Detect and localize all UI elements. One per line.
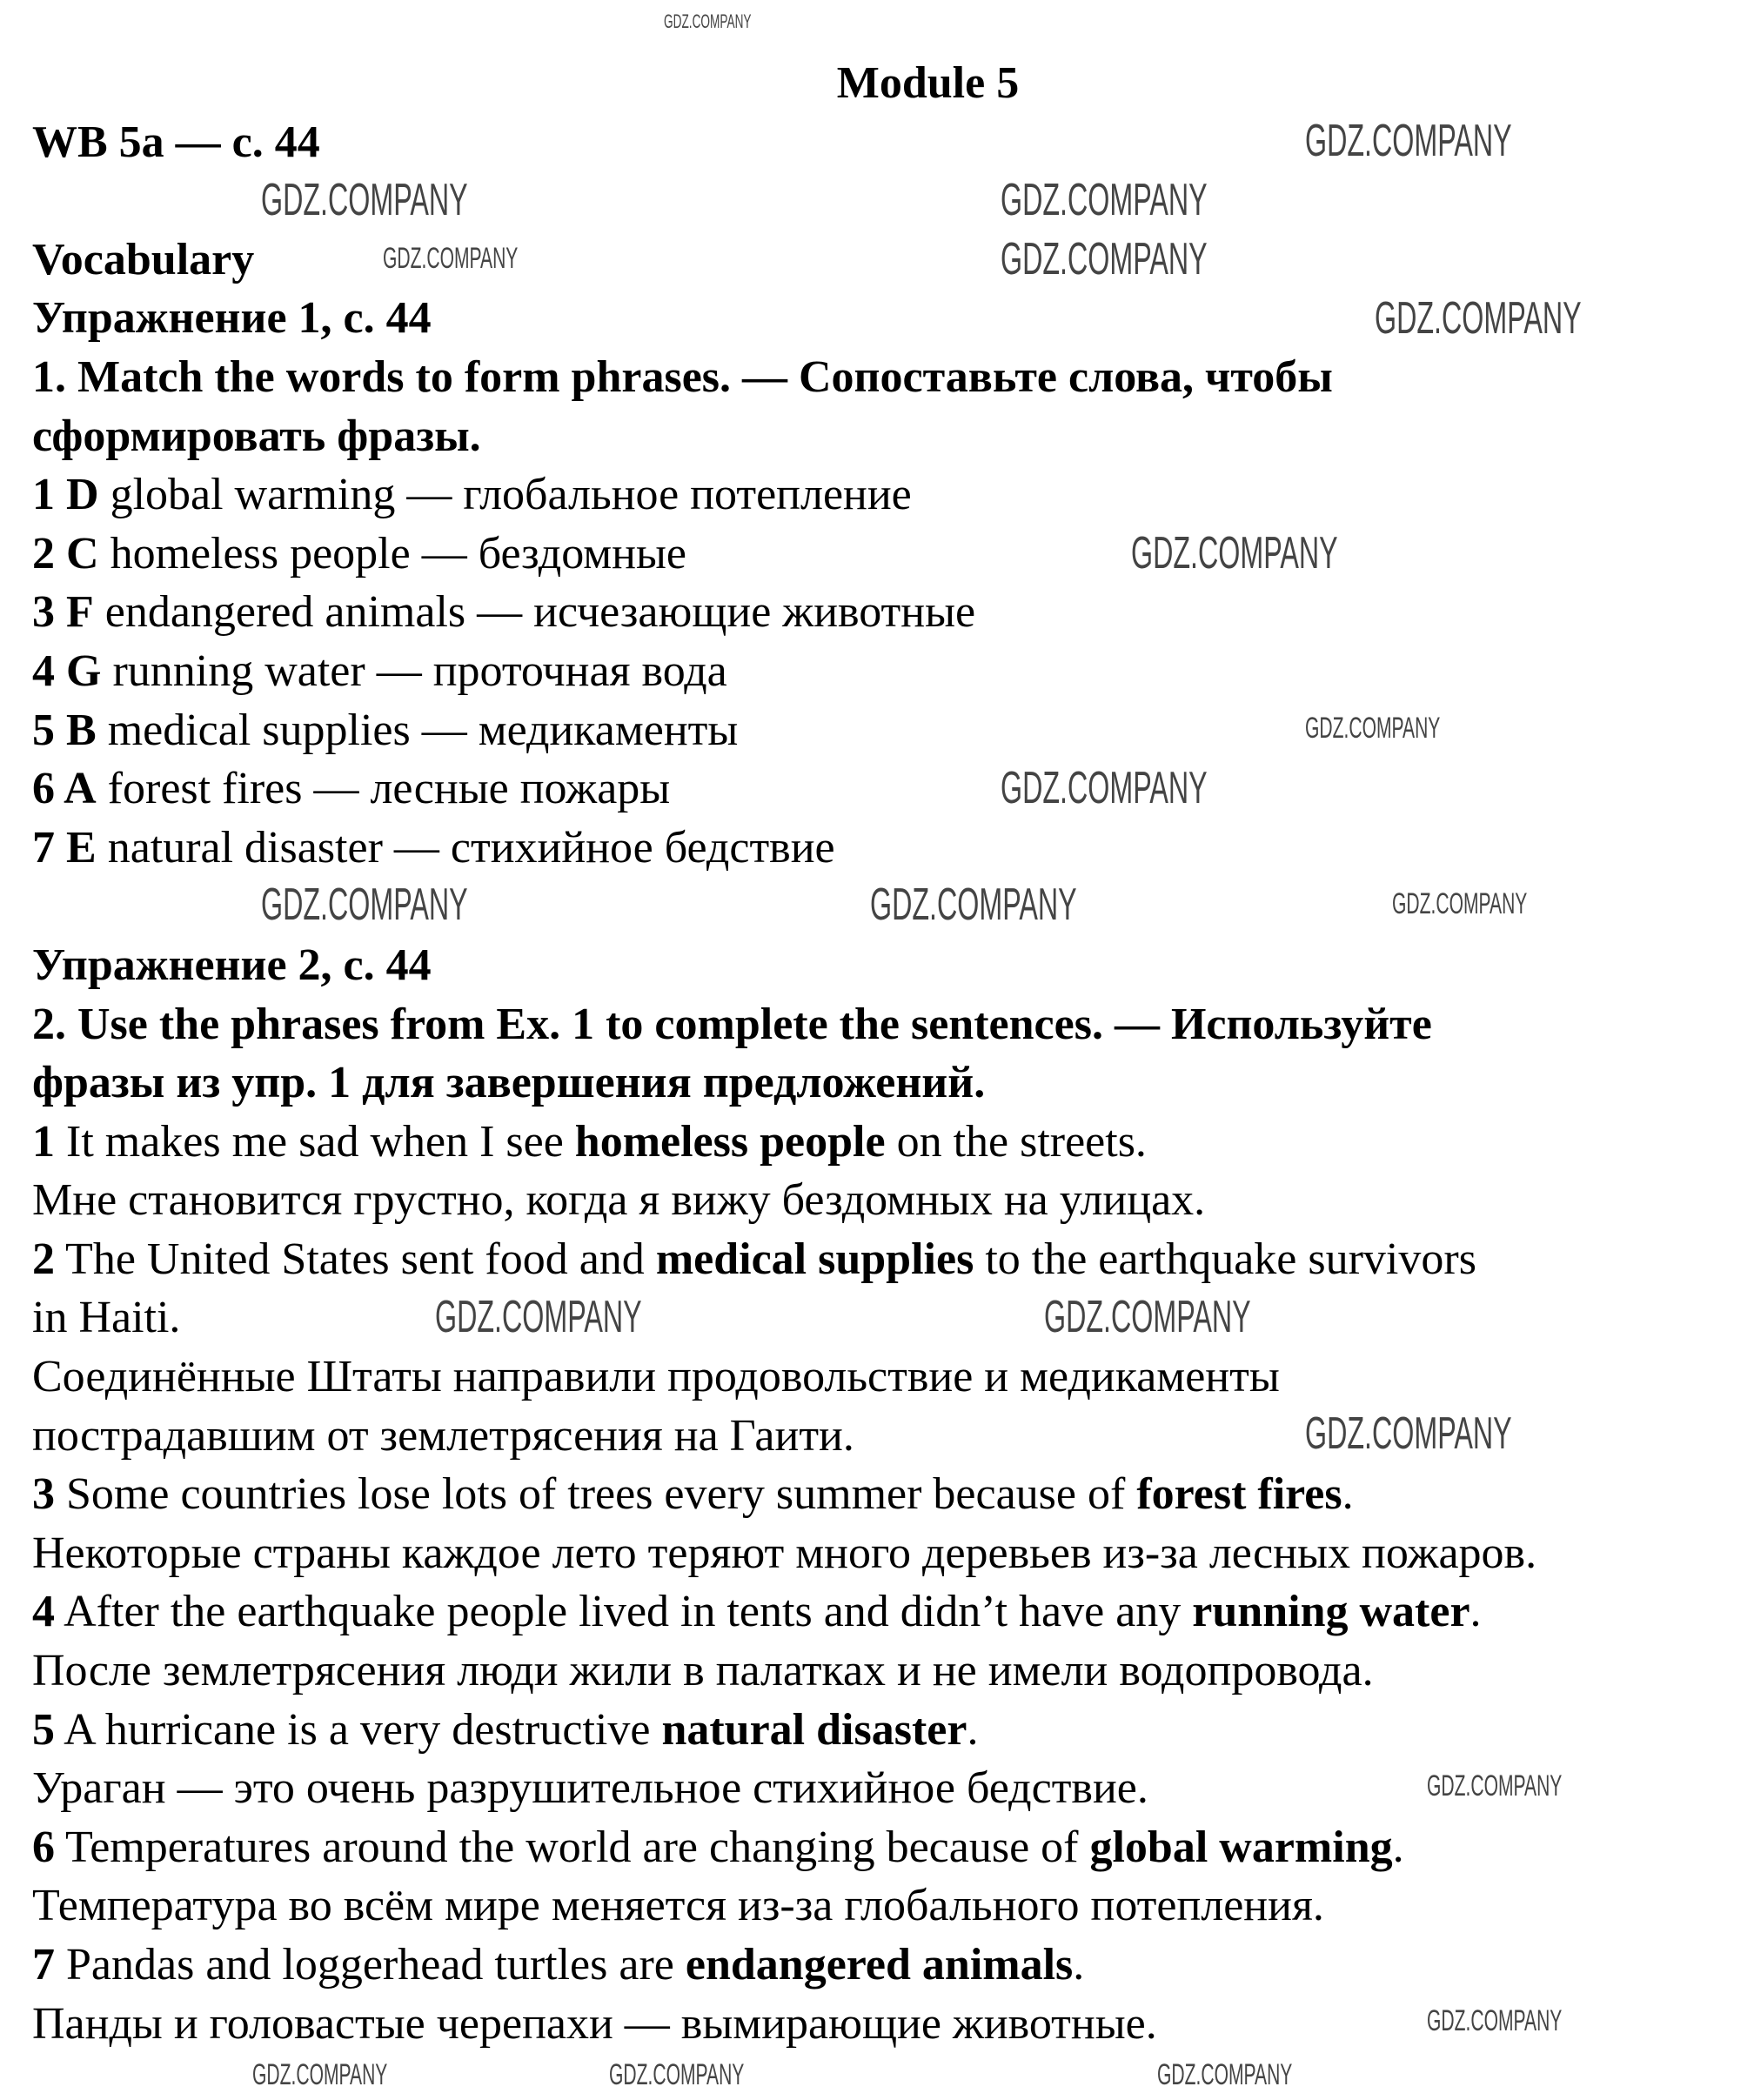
watermark: GDZ.COMPANY [1131, 528, 1338, 579]
sentence [32, 1230, 1737, 1289]
sentence-number: 6 [32, 1822, 55, 1872]
watermark: GDZ.COMPANY [1375, 293, 1582, 344]
sentence-text: After the earthquake people lived in tents and didn’t have any [55, 1587, 1193, 1637]
sentence [32, 1113, 1737, 1172]
sentence-text: on the streets. [885, 1116, 1147, 1167]
sentence-text: Temperatures around the world are changing because of [55, 1822, 1090, 1872]
section-title: Vocabulary [32, 234, 255, 284]
match-item [32, 583, 1737, 642]
match-item [32, 465, 1737, 525]
sentence-translation: пострадавшим от землетрясения на Гаити. [32, 1410, 854, 1461]
sentence-number: 1 [32, 1116, 55, 1167]
sentence [32, 1582, 1737, 1642]
watermark: GDZ.COMPANY [1427, 2004, 1563, 2037]
watermark: GDZ.COMPANY [1044, 1292, 1251, 1342]
sentence-number: 4 [32, 1587, 55, 1637]
match-phrase: running water — проточная вода [101, 645, 727, 696]
answer-phrase: medical supplies [655, 1234, 974, 1284]
sentence [32, 1818, 1737, 1877]
answer-phrase: endangered animals [685, 1940, 1074, 1990]
match-key: 2 C [32, 528, 99, 579]
ex1-answer-list [32, 465, 1737, 877]
match-key: 4 G [32, 645, 102, 696]
ex2-answer-list [32, 1113, 1737, 2054]
sentence [32, 1936, 1737, 1995]
module-title: Module 5 [836, 58, 1020, 108]
sentence-text: The United States sent food and [55, 1234, 656, 1284]
answer-phrase: forest fires [1136, 1469, 1342, 1520]
watermark: GDZ.COMPANY [1427, 1769, 1563, 1802]
watermark: GDZ.COMPANY [609, 2058, 745, 2091]
ex2-instruction: 2. Use the phrases from Ex. 1 to complete the sentences. — Используйте [32, 999, 1432, 1049]
sentence-text: A hurricane is a very destructive [55, 1704, 662, 1755]
watermark: GDZ.COMPANY [1305, 1408, 1512, 1459]
sentence-text: . [1392, 1822, 1404, 1872]
match-item [32, 525, 1737, 584]
match-phrase: global warming — глобальное потепление [98, 470, 912, 520]
answer-phrase: global warming [1089, 1822, 1393, 1872]
sentence-number: 7 [32, 1940, 55, 1990]
sentence-number: 2 [32, 1234, 55, 1284]
match-key: 6 A [32, 764, 97, 814]
sentence-number: 3 [32, 1469, 55, 1520]
watermark: GDZ.COMPANY [870, 879, 1077, 930]
watermark: GDZ.COMPANY [1305, 712, 1441, 745]
watermark: GDZ.COMPANY [1305, 116, 1512, 166]
sentence-number: 5 [32, 1704, 55, 1755]
match-key: 7 E [32, 822, 97, 873]
sentence-translation: Температура во всём мире меняется из-за глобального потепления. [32, 1881, 1324, 1931]
sentence-translation: Некоторые страны каждое лето теряют много деревьев из-за лесных пожаров. [32, 1528, 1537, 1578]
match-phrase: homeless people — бездомные [98, 528, 687, 579]
watermark: GDZ.COMPANY [664, 10, 752, 32]
sentence-translation: Соединённые Штаты направили продовольствие и медикаменты [32, 1352, 1280, 1402]
sentence-text: Some countries lose lots of trees every summer because of [55, 1469, 1137, 1520]
sentence-text: to the earthquake survivors [974, 1234, 1476, 1284]
watermark: GDZ.COMPANY [1392, 887, 1528, 920]
wb-heading: WB 5a — с. 44 [32, 117, 320, 167]
match-item [32, 642, 1737, 701]
sentence-text: . [967, 1704, 979, 1755]
answer-phrase: running water [1192, 1587, 1470, 1637]
match-key: 1 D [32, 470, 99, 520]
match-phrase: forest fires — лесные пожары [96, 764, 671, 814]
match-phrase: endangered animals — исчезающие животные [93, 587, 976, 638]
ex2-heading: Упражнение 2, с. 44 [32, 940, 432, 990]
watermark: GDZ.COMPANY [435, 1292, 642, 1342]
watermark: GDZ.COMPANY [261, 175, 468, 225]
sentence-translation: Мне становится грустно, когда я вижу бездомных на улицах. [32, 1175, 1206, 1226]
document-page [32, 54, 1737, 2053]
sentence-text: . [1469, 1587, 1482, 1637]
match-phrase: medical supplies — медикаменты [96, 705, 739, 755]
watermark: GDZ.COMPANY [252, 2058, 388, 2091]
ex1-heading: Упражнение 1, с. 44 [32, 293, 432, 344]
match-key: 3 F [32, 587, 94, 638]
sentence-continuation: in Haiti. [32, 1293, 181, 1343]
watermark: GDZ.COMPANY [261, 879, 468, 930]
sentence-text: . [1073, 1940, 1085, 1990]
sentence-text: It makes me sad when I see [55, 1116, 575, 1167]
match-item [32, 759, 1737, 819]
ex1-instruction-cont: сформировать фразы. [32, 411, 481, 461]
ex2-instruction-cont: фразы из упр. 1 для завершения предложений. [32, 1058, 986, 1108]
watermark: GDZ.COMPANY [383, 242, 519, 275]
watermark: GDZ.COMPANY [1001, 175, 1208, 225]
match-key: 5 B [32, 705, 97, 755]
match-item [32, 701, 1737, 760]
sentence-translation: После землетрясения люди жили в палатках и не имели водопровода. [32, 1646, 1374, 1696]
sentence-text: . [1342, 1469, 1354, 1520]
ex1-instruction: 1. Match the words to form phrases. — Сопоставьте слова, чтобы [32, 351, 1333, 402]
answer-phrase: homeless people [574, 1116, 886, 1167]
sentence-text: Pandas and loggerhead turtles are [55, 1940, 686, 1990]
watermark: GDZ.COMPANY [1157, 2058, 1293, 2091]
answer-phrase: natural disaster [661, 1704, 967, 1755]
match-phrase: natural disaster — стихийное бедствие [96, 822, 835, 873]
sentence [32, 1465, 1737, 1524]
sentence [32, 1701, 1737, 1760]
sentence-translation: Панды и головастые черепахи — вымирающие животные. [32, 1998, 1157, 2049]
watermark: GDZ.COMPANY [1001, 234, 1208, 284]
watermark: GDZ.COMPANY [1001, 763, 1208, 813]
match-item [32, 819, 1737, 878]
sentence-translation: Ураган — это очень разрушительное стихийное бедствие. [32, 1763, 1148, 1814]
